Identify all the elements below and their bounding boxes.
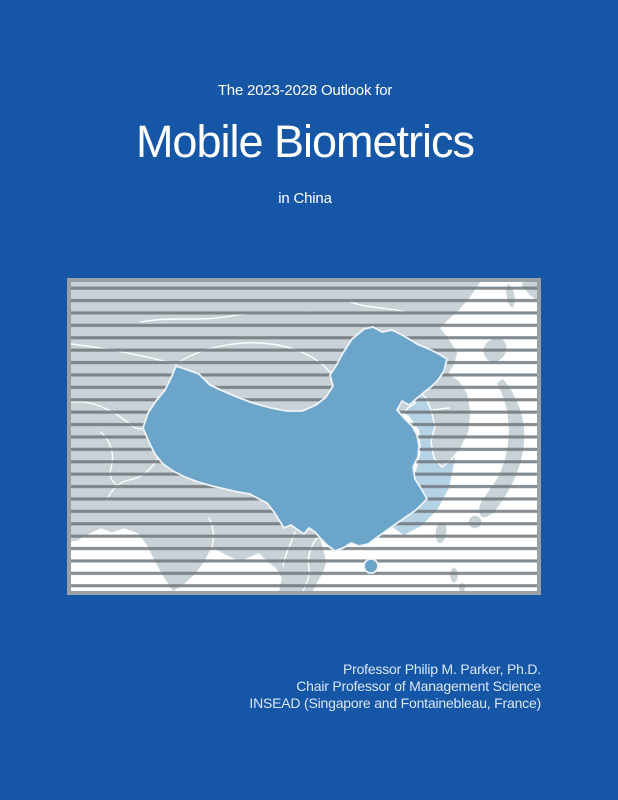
author-name: Professor Philip M. Parker, Ph.D. [342, 661, 541, 677]
series-line: The 2023-2028 Outlook for [217, 82, 393, 99]
author-block [249, 661, 541, 712]
region-line: in China [278, 190, 332, 207]
book-title: Mobile Biometrics [135, 116, 475, 167]
map-frame [67, 278, 541, 595]
hainan-island [364, 559, 378, 573]
author-affiliation: INSEAD (Singapore and Fontainebleau, France) [249, 695, 541, 711]
east-asia-map [71, 282, 537, 591]
author-title: Chair Professor of Management Science [296, 678, 541, 694]
